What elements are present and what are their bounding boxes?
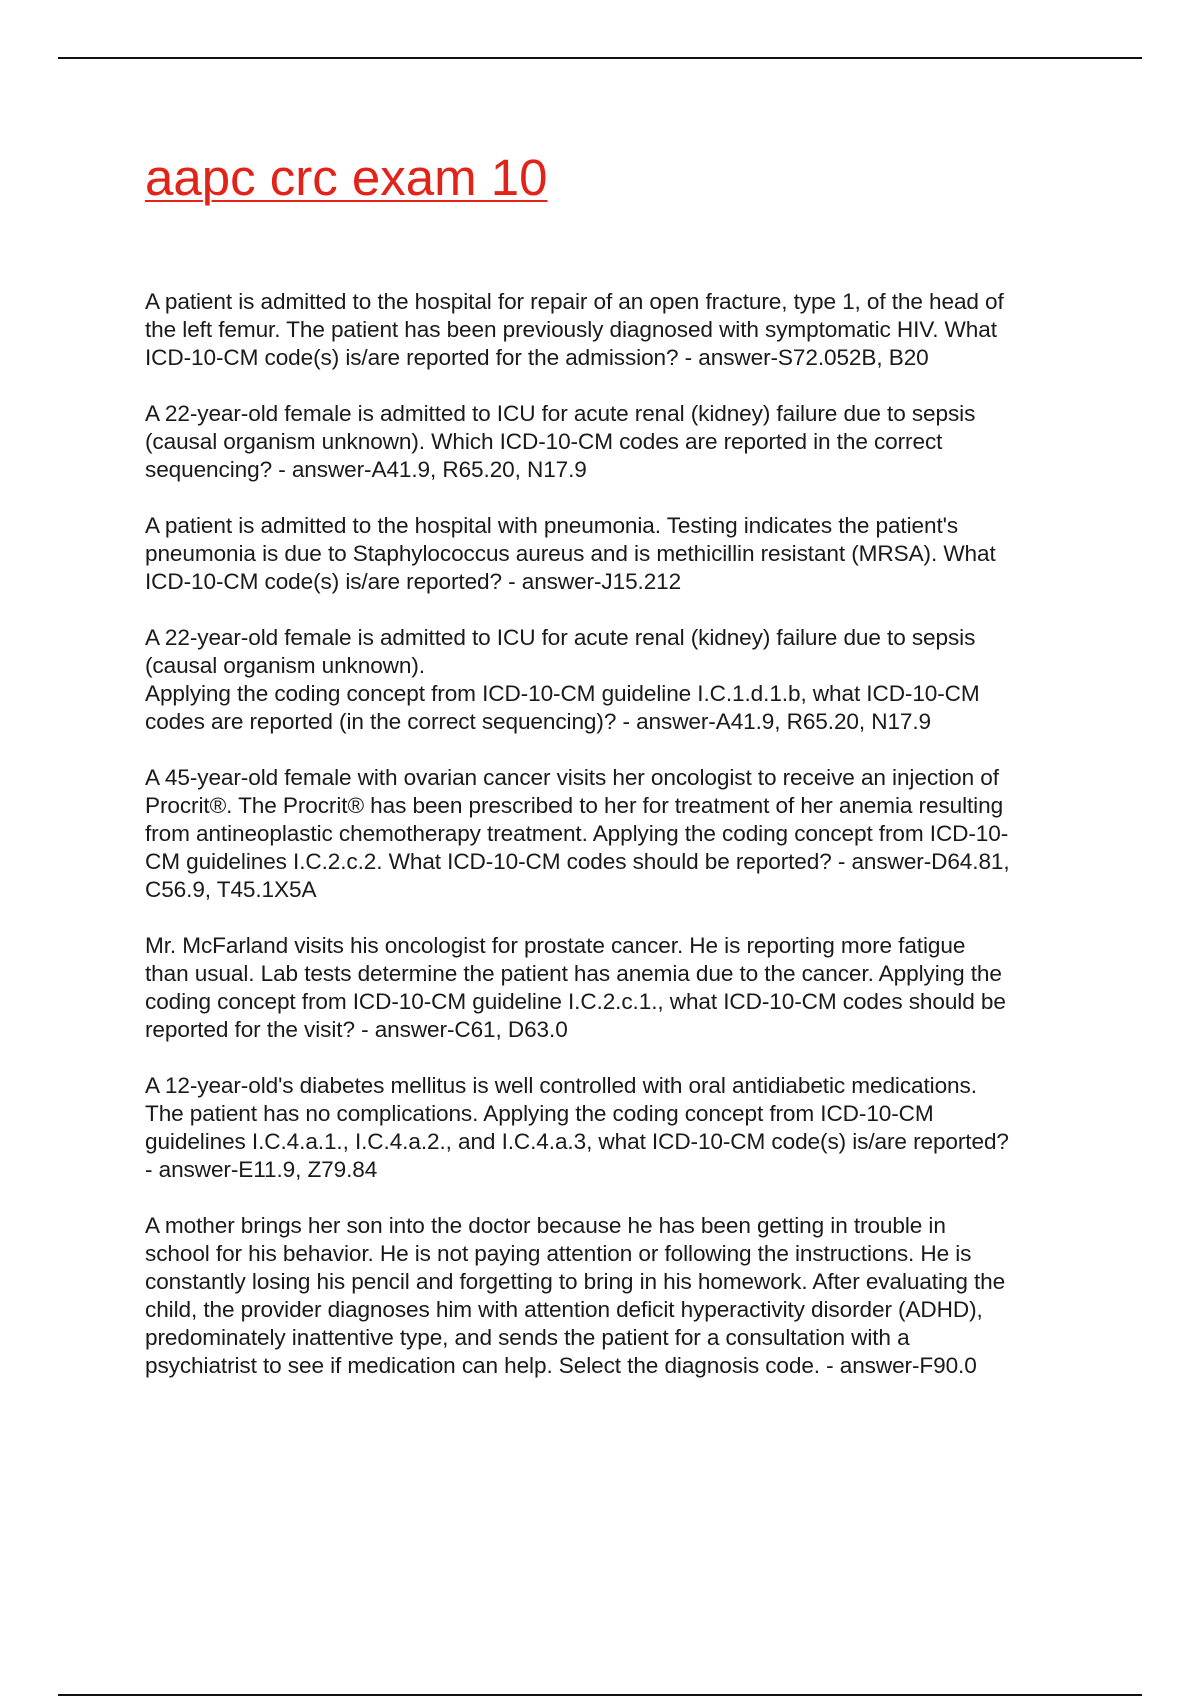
page-title: aapc crc exam 10 (145, 149, 548, 206)
qa-item: Mr. McFarland visits his oncologist for prostate cancer. He is reporting more fatigue than usual. Lab tests determine the patient has anemia due to the cancer. Applying the coding concept from ICD-10-CM guideline I.C.2.c.1., what ICD-10-CM codes should be reported for the visit? - answer-C61, D63.0 (145, 933, 1006, 1042)
qa-item: A patient is admitted to the hospital for repair of an open fracture, type 1, of the head of the left femur. The patient has been previously diagnosed with symptomatic HIV. What ICD-10-CM code(s) is/are reported for the admission? - answer-S72.052B, B20 (145, 289, 1004, 370)
qa-item: A 45-year-old female with ovarian cancer visits her oncologist to receive an injection of Procrit®. The Procrit® has been prescribed to her for treatment of her anemia resulting from antineoplastic chemotherapy treatment. Applying the coding concept from ICD-10- CM guidelines I.C.2.c.2. What ICD-10-CM codes should be reported? - answer-D64.81, C56.9, T45.1X5A (145, 765, 1010, 902)
qa-item: A 22-year-old female is admitted to ICU for acute renal (kidney) failure due to sepsis (causal organism unknown). Which ICD-10-CM codes are reported in the correct sequencing? - answer-A41.9, R65.20, N17.9 (145, 401, 976, 482)
qa-item: A patient is admitted to the hospital with pneumonia. Testing indicates the patient's pneumonia is due to Staphylococcus aureus and is methicillin resistant (MRSA). What ICD-10-CM code(s) is/are reported? - answer-J15.212 (145, 513, 996, 594)
qa-item: A 22-year-old female is admitted to ICU for acute renal (kidney) failure due to sepsis (causal organism unknown). Applying the coding concept from ICD-10-CM guideline I.C.1.d.1.b, what ICD-10-CM codes are reported (in the correct sequencing)? - answer-A41.9, R65.20, N17.9 (145, 625, 980, 734)
qa-item: A 12-year-old's diabetes mellitus is well controlled with oral antidiabetic medications. The patient has no complications. Applying the coding concept from ICD-10-CM guidelines I.C.4.a.1., I.C.4.a.2., and I.C.4.a.3, what ICD-10-CM code(s) is/are reported? - answer-E11.9, Z79.84 (145, 1073, 1009, 1182)
qa-item: A mother brings her son into the doctor because he has been getting in trouble in school for his behavior. He is not paying attention or following the instructions. He is constantly losing his pencil and forgetting to bring in his homework. After evaluating the child, the provider diagnoses him with attention deficit hyperactivity disorder (ADHD), predominately inattentive type, and sends the patient for a consultation with a psychiatrist to see if medication can help. Select the diagnosis code. - answer-F90.0 (145, 1213, 1006, 1378)
bottom-divider (58, 1694, 1142, 1696)
top-divider (58, 57, 1142, 59)
qa-list (145, 288, 1080, 1408)
